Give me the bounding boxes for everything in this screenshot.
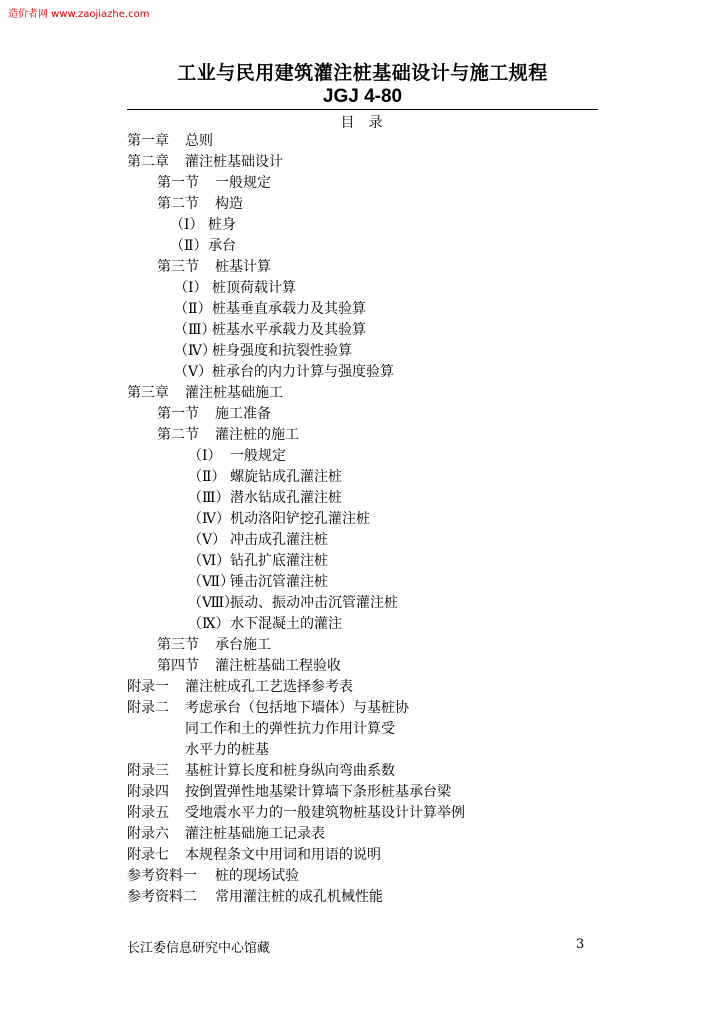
toc-heading (0, 112, 725, 132)
toc-entry-text: 灌注桩基础施工 (185, 385, 283, 401)
toc-entry (188, 467, 342, 487)
toc-entry-label: 附录一 (127, 679, 169, 695)
toc-entry-label: （Ⅸ） (188, 616, 230, 632)
standard-code: JGJ 4-80 (322, 86, 403, 107)
toc-entry (174, 362, 394, 382)
toc-entry-label: 参考资料二 (127, 889, 197, 905)
toc-entry-text: 螺旋钻成孔灌注桩 (230, 469, 342, 485)
toc-entry-text: 锤击沉管灌注桩 (230, 574, 328, 590)
toc-entry-label: （Ⅵ） (188, 553, 231, 569)
toc-entry-label: （Ⅰ） (174, 280, 208, 296)
toc-entry (127, 803, 465, 823)
toc-entry-label: 附录六 (127, 826, 169, 842)
toc-entry (127, 677, 353, 697)
toc-entry-label: 第一节 (157, 406, 199, 422)
toc-entry-text: 受地震水平力的一般建筑物桩基设计计算举例 (185, 805, 465, 821)
toc-entry-label: 附录二 (127, 700, 169, 716)
toc-entry-text: 桩基计算 (215, 259, 271, 275)
toc-entry-label: 第二节 (157, 196, 199, 212)
toc-entry-text: 按倒置弹性地基梁计算墙下条形桩基承台梁 (185, 784, 451, 800)
toc-entry-text: 构造 (215, 196, 243, 212)
toc-entry-text: 承台 (208, 238, 236, 254)
toc-entry-text: 一般规定 (215, 175, 271, 191)
toc-entry-text: 基桩计算长度和桩身纵向弯曲系数 (185, 763, 395, 779)
footer-source: 长江委信息研究中心馆藏 (127, 941, 271, 956)
toc-entry-text: 常用灌注桩的成孔机械性能 (215, 889, 383, 905)
toc-entry (127, 383, 283, 403)
toc-entry-text: 振动、振动冲击沉管灌注桩 (230, 595, 398, 611)
toc-entry (188, 446, 286, 466)
toc-entry (188, 572, 328, 592)
toc-entry-text: 灌注桩基础工程验收 (215, 658, 341, 674)
toc-entry-label: （Ⅳ） (174, 343, 216, 359)
toc-entry (174, 341, 352, 361)
toc-entry-label: （Ⅱ） (188, 469, 226, 485)
toc-entry (188, 614, 342, 634)
toc-entry-text: 桩基垂直承载力及其验算 (212, 301, 366, 317)
toc-entry-text: 同工作和土的弹性抗力作用计算受 (185, 721, 395, 737)
toc-entry-text: 水平力的桩基 (185, 742, 269, 758)
toc-entry (170, 215, 236, 235)
toc-entry-label: 参考资料一 (127, 868, 197, 884)
toc-entry-text: 灌注桩的施工 (215, 427, 299, 443)
toc-entry-label: 第二章 (127, 154, 169, 170)
toc-entry-label: （Ⅰ） (170, 217, 204, 233)
toc-entry (188, 509, 370, 529)
toc-entry (127, 131, 213, 151)
document-title: 工业与民用建筑灌注桩基础设计与施工规程 (177, 62, 548, 84)
toc-entry-text: 灌注桩基础设计 (185, 154, 283, 170)
page-number: 3 (576, 937, 585, 952)
toc-entry (127, 845, 381, 865)
toc-entry-label: （Ⅱ） (170, 238, 208, 254)
toc-entry-label: （Ⅴ） (174, 364, 213, 380)
toc-entry-text: 桩顶荷载计算 (212, 280, 296, 296)
toc-entry-label: 第三章 (127, 385, 169, 401)
toc-entry-label: 第二节 (157, 427, 199, 443)
toc-entry-label: 第三节 (157, 259, 199, 275)
toc-entry-text: 桩身强度和抗裂性验算 (212, 343, 352, 359)
toc-entry-text: 灌注桩基础施工记录表 (185, 826, 325, 842)
toc-entry-label: （Ⅴ） (188, 532, 227, 548)
toc-entry (127, 824, 325, 844)
toc-entry (188, 530, 328, 550)
toc-heading-char-1: 目 (340, 115, 357, 131)
toc-entry-label: 第一节 (157, 175, 199, 191)
toc-entry (188, 488, 342, 508)
toc-entry-text: 总则 (185, 133, 213, 149)
toc-entry (127, 698, 409, 718)
toc-entry-label: （Ⅷ） (188, 595, 239, 611)
toc-entry (174, 278, 296, 298)
toc-entry-text: 灌注桩成孔工艺选择参考表 (185, 679, 353, 695)
toc-entry (127, 782, 451, 802)
toc-entry-label: （Ⅰ） (188, 448, 222, 464)
toc-entry-label: （Ⅱ） (174, 301, 212, 317)
toc-entry-text: 潜水钻成孔灌注桩 (230, 490, 342, 506)
toc-entry (157, 425, 299, 445)
toc-entry-text: 桩身 (208, 217, 236, 233)
toc-entry-label: （Ⅳ） (188, 511, 230, 527)
toc-entry-label: 附录四 (127, 784, 169, 800)
toc-entry (188, 551, 328, 571)
toc-entry (157, 404, 271, 424)
toc-entry (157, 257, 271, 277)
title-divider (127, 109, 598, 110)
toc-entry-text: 机动洛阳铲挖孔灌注桩 (230, 511, 370, 527)
toc-entry-text: 冲击成孔灌注桩 (230, 532, 328, 548)
toc-entry-text: 钻孔扩底灌注桩 (230, 553, 328, 569)
toc-entry (174, 320, 366, 340)
toc-entry (174, 299, 366, 319)
toc-entry-label: （Ⅶ） (188, 574, 235, 590)
toc-entry (127, 761, 395, 781)
toc-entry-text: 考虑承台（包括地下墙体）与基桩协 (185, 700, 409, 716)
toc-entry-label: （Ⅲ） (188, 490, 230, 506)
toc-entry-label: 第三节 (157, 637, 199, 653)
toc-entry-label: （Ⅲ） (174, 322, 216, 338)
toc-entry (157, 173, 271, 193)
watermark-text: 造价者网 www.zaojiazhe.com (8, 9, 150, 20)
toc-entry (170, 236, 236, 256)
toc-entry-text: 施工准备 (215, 406, 271, 422)
toc-entry-text: 桩的现场试验 (215, 868, 299, 884)
toc-entry (127, 152, 283, 172)
toc-entry-text: 桩基水平承载力及其验算 (212, 322, 366, 338)
toc-entry-label: 附录五 (127, 805, 169, 821)
toc-entry-label: 第四节 (157, 658, 199, 674)
toc-entry (185, 740, 269, 760)
toc-entry (157, 194, 243, 214)
toc-entry-label: 附录三 (127, 763, 169, 779)
toc-entry-text: 承台施工 (215, 637, 271, 653)
toc-entry (188, 593, 398, 613)
toc-entry-text: 一般规定 (230, 448, 286, 464)
toc-entry-label: 附录七 (127, 847, 169, 863)
toc-entry (157, 635, 271, 655)
toc-entry (127, 866, 299, 886)
toc-entry-text: 桩承台的内力计算与强度验算 (212, 364, 394, 380)
toc-entry-text: 水下混凝土的灌注 (230, 616, 342, 632)
toc-entry-text: 本规程条文中用词和用语的说明 (185, 847, 381, 863)
toc-entry (157, 656, 341, 676)
toc-entry (127, 887, 383, 907)
toc-entry-label: 第一章 (127, 133, 169, 149)
toc-heading-char-2: 录 (368, 115, 385, 131)
toc-entry (185, 719, 395, 739)
